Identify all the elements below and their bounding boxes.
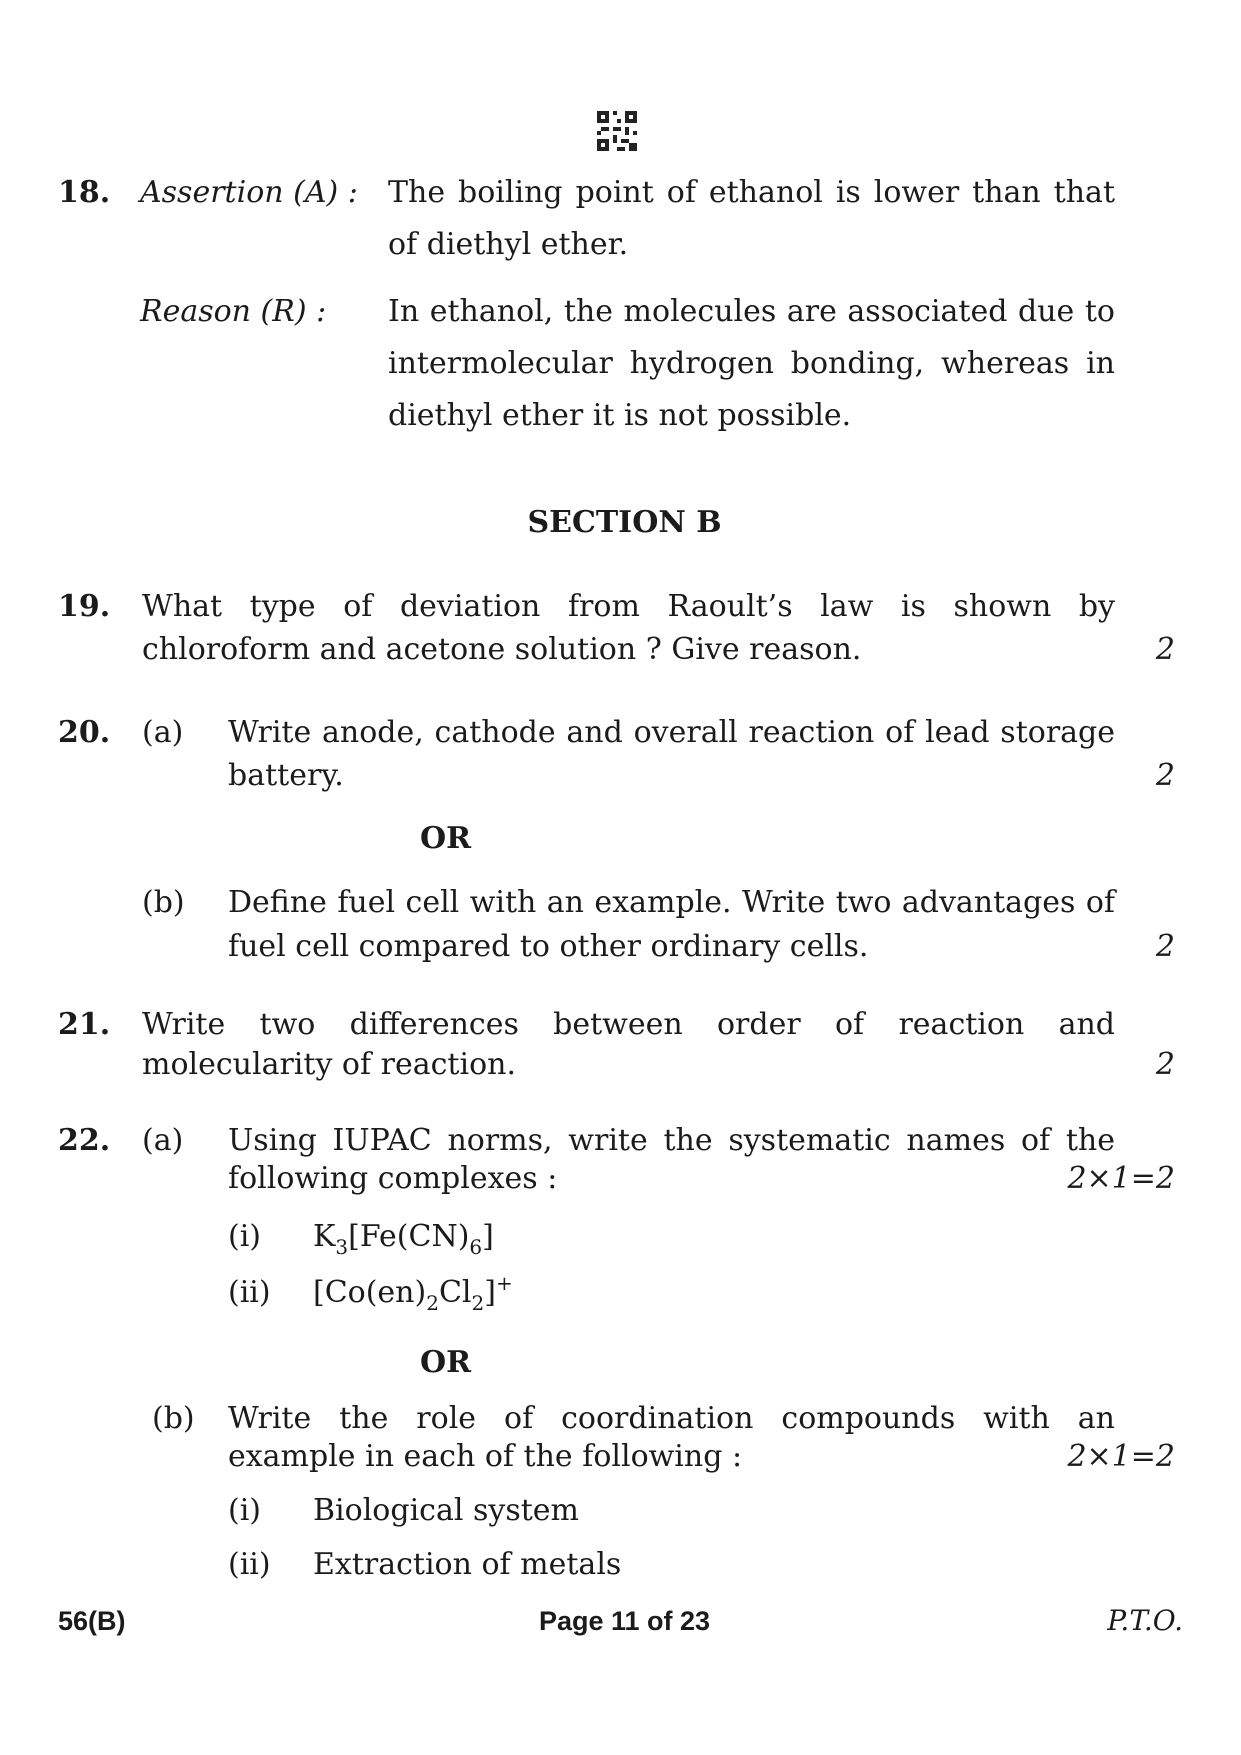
question-text: fuel cell compared to other ordinary cells. — [228, 929, 869, 964]
question-text: chloroform and acetone solution ? Give reason. — [142, 632, 862, 667]
assertion-text: of diethyl ether. — [388, 227, 629, 262]
marks: 2 — [1155, 1047, 1175, 1082]
subpart-text: Biological system — [313, 1493, 579, 1528]
question-text: following complexes : — [228, 1161, 558, 1196]
marks: 2 — [1155, 758, 1175, 793]
part-label: (b) — [152, 1401, 195, 1436]
subpart-label: (i) — [228, 1493, 262, 1528]
or-divider: OR — [420, 1345, 472, 1380]
subpart-label: (ii) — [228, 1547, 271, 1582]
question-number: 19. — [58, 589, 111, 624]
subpart-label: (i) — [228, 1219, 262, 1254]
part-label: (a) — [142, 715, 184, 750]
subpart-text: Extraction of metals — [313, 1547, 622, 1582]
question-number: 20. — [58, 715, 111, 750]
question-text: battery. — [228, 758, 344, 793]
reason-text: intermolecular hydrogen bonding, whereas in — [388, 346, 1115, 381]
question-text: Write the role of coordination compounds with an — [228, 1401, 1115, 1436]
question-text: Write two differences between order of reaction and — [142, 1007, 1115, 1042]
qr-code-icon — [597, 111, 637, 151]
pto-note: P.T.O. — [1107, 1604, 1183, 1637]
assertion-label: Assertion (A) : — [140, 175, 358, 210]
question-text: Define fuel cell with an example. Write two advantages of — [228, 885, 1115, 920]
subpart-label: (ii) — [228, 1275, 271, 1310]
formula-potassium-ferricyanide: $K_3[Fe(CN)_6]$ — [313, 1219, 494, 1259]
formula-cobalt-complex: $[Co(en)_2Cl_2]^+$ — [313, 1271, 513, 1315]
assertion-text: The boiling point of ethanol is lower than that — [388, 175, 1115, 210]
reason-text: diethyl ether it is not possible. — [388, 398, 852, 433]
marks: 2×1=2 — [1067, 1161, 1175, 1196]
marks: 2×1=2 — [1067, 1439, 1175, 1474]
or-divider: OR — [420, 821, 472, 856]
question-number: 18. — [58, 175, 111, 210]
marks: 2 — [1155, 929, 1175, 964]
question-text: Write anode, cathode and overall reaction of lead storage — [228, 715, 1115, 750]
part-label: (b) — [142, 885, 185, 920]
question-text: example in each of the following : — [228, 1439, 743, 1474]
question-number: 22. — [58, 1123, 111, 1158]
question-text: What type of deviation from Raoult’s law is shown by — [142, 589, 1115, 624]
reason-label: Reason (R) : — [140, 294, 327, 329]
page-number: Page 11 of 23 — [538, 1606, 711, 1636]
question-text: Using IUPAC norms, write the systematic names of the — [228, 1123, 1115, 1158]
section-title: SECTION B — [527, 505, 722, 540]
reason-text: In ethanol, the molecules are associated due to — [388, 294, 1115, 329]
question-text: molecularity of reaction. — [142, 1047, 516, 1082]
paper-code: 56(B) — [58, 1606, 126, 1636]
question-number: 21. — [58, 1007, 111, 1042]
marks: 2 — [1155, 632, 1175, 667]
part-label: (a) — [142, 1123, 184, 1158]
